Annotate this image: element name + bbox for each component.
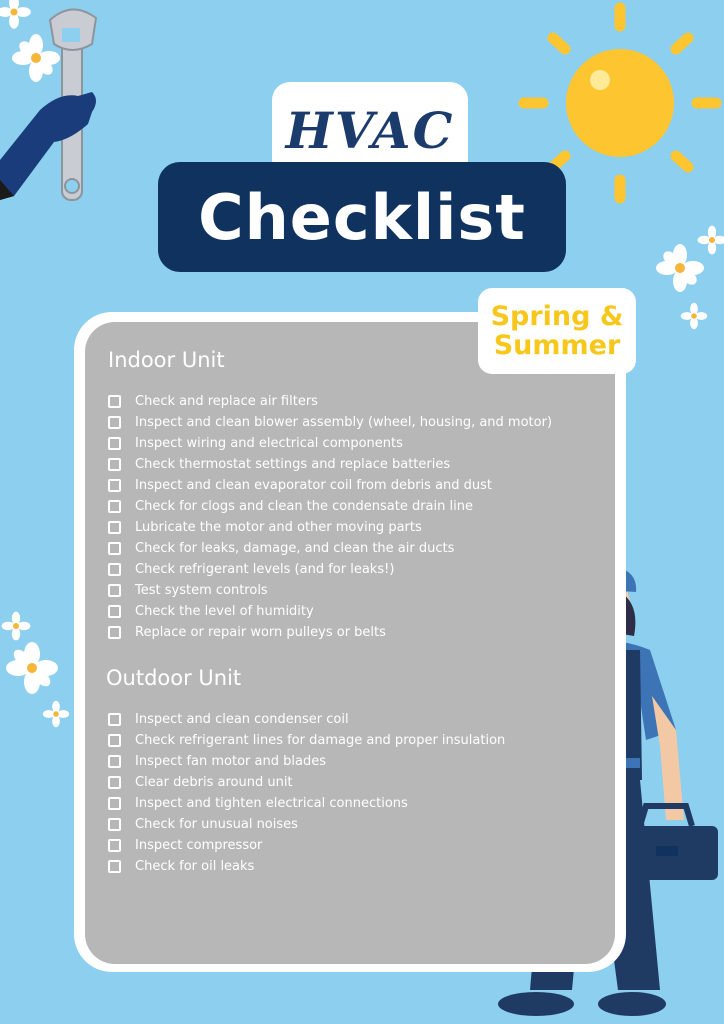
list-item [108, 475, 552, 496]
section-title-indoor: Indoor Unit [108, 348, 225, 372]
list-item [108, 580, 552, 601]
item-label: Check refrigerant lines for damage and proper insulation [135, 733, 506, 748]
list-item [108, 538, 552, 559]
checkbox[interactable] [108, 839, 121, 852]
list-item [108, 814, 505, 835]
item-label: Check for clogs and clean the condensate drain line [135, 499, 473, 514]
item-label: Clear debris around unit [135, 775, 293, 790]
list-item [108, 454, 552, 475]
list-item [108, 622, 552, 643]
checkbox[interactable] [108, 755, 121, 768]
list-item [108, 751, 505, 772]
season-line-1: Spring & [490, 301, 624, 332]
item-label: Replace or repair worn pulleys or belts [135, 625, 386, 640]
item-label: Inspect compressor [135, 838, 263, 853]
list-item [108, 496, 552, 517]
list-item [108, 793, 505, 814]
item-label: Check thermostat settings and replace batteries [135, 457, 451, 472]
checkbox[interactable] [108, 563, 121, 576]
checkbox[interactable] [108, 437, 121, 450]
item-label: Inspect fan motor and blades [135, 754, 326, 769]
checkbox[interactable] [108, 542, 121, 555]
list-item [108, 433, 552, 454]
outdoor-checklist [108, 709, 505, 877]
indoor-checklist [108, 391, 552, 643]
checkbox[interactable] [108, 626, 121, 639]
list-item [108, 517, 552, 538]
checkbox[interactable] [108, 395, 121, 408]
item-label: Inspect and clean blower assembly (wheel, housing, and motor) [135, 415, 553, 430]
title-hvac: HVAC [272, 82, 468, 178]
item-label: Check refrigerant levels (and for leaks!) [135, 562, 395, 577]
checkbox[interactable] [108, 776, 121, 789]
section-title-outdoor: Outdoor Unit [106, 666, 242, 690]
item-label: Check for oil leaks [135, 859, 255, 874]
item-label: Check the level of humidity [135, 604, 314, 619]
checkbox[interactable] [108, 416, 121, 429]
checkbox[interactable] [108, 713, 121, 726]
list-item [108, 391, 552, 412]
item-label: Check for unusual noises [135, 817, 298, 832]
item-label: Check for leaks, damage, and clean the air ducts [135, 541, 455, 556]
list-item [108, 709, 505, 730]
checkbox[interactable] [108, 584, 121, 597]
item-label: Inspect wiring and electrical components [135, 436, 403, 451]
list-item [108, 601, 552, 622]
item-label: Inspect and clean evaporator coil from debris and dust [135, 478, 493, 493]
list-item [108, 835, 505, 856]
season-badge [478, 288, 636, 374]
checkbox[interactable] [108, 500, 121, 513]
item-label: Inspect and clean condenser coil [135, 712, 349, 727]
checkbox[interactable] [108, 797, 121, 810]
checkbox[interactable] [108, 479, 121, 492]
item-label: Check and replace air filters [135, 394, 318, 409]
list-item [108, 730, 505, 751]
title-checklist: Checklist [158, 162, 566, 272]
checkbox[interactable] [108, 734, 121, 747]
checkbox[interactable] [108, 818, 121, 831]
list-item [108, 559, 552, 580]
list-item [108, 856, 505, 877]
list-item [108, 412, 552, 433]
item-label: Inspect and tighten electrical connections [135, 796, 408, 811]
item-label: Test system controls [135, 583, 268, 598]
checkbox[interactable] [108, 521, 121, 534]
checkbox[interactable] [108, 605, 121, 618]
checkbox[interactable] [108, 458, 121, 471]
checkbox[interactable] [108, 860, 121, 873]
item-label: Lubricate the motor and other moving parts [135, 520, 422, 535]
season-line-2: Summer [493, 330, 621, 361]
list-item [108, 772, 505, 793]
